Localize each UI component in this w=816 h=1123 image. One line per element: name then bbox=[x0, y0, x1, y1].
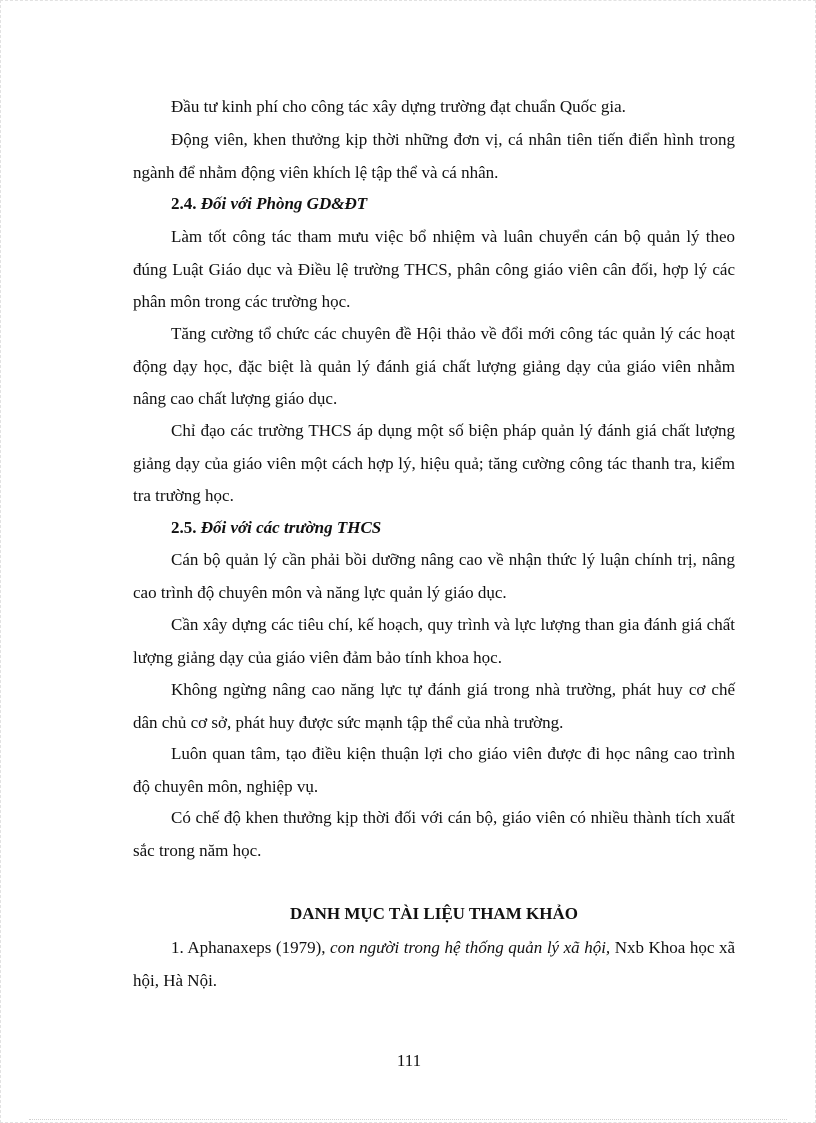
paragraph-direct-schools: Chỉ đạo các trường THCS áp dụng một số biện pháp quản lý đánh giá chất lượng giảng dạy của giáo viên một cách hợp lý, hiệu quả; tăng cường công tác thanh tra, kiểm tra trường học. bbox=[133, 421, 735, 505]
reference-1-lead: 1. Aphanaxeps (1979), bbox=[171, 938, 326, 957]
reference-1-tail: Nxb Khoa học xã hội, Hà Nội. bbox=[133, 938, 736, 990]
bottom-divider bbox=[29, 1119, 787, 1120]
paragraph-criteria: Cần xây dựng các tiêu chí, kế hoạch, quy trình và lực lượng than gia đánh giá chất lượng giảng dạy của giáo viên đảm bảo tính khoa học. bbox=[133, 615, 735, 667]
references-title: DANH MỤC TÀI LIỆU THAM KHẢO bbox=[290, 904, 578, 923]
heading-2-4-title: Đối với Phòng GD&ĐT bbox=[200, 194, 368, 213]
paragraph-reward-units: Động viên, khen thưởng kịp thời những đơn vị, cá nhân tiên tiến điển hình trong ngành để nhằm động viên khích lệ tập thể và cá nhân. bbox=[133, 130, 735, 182]
paragraph-teacher-support: Luôn quan tâm, tạo điều kiện thuận lợi cho giáo viên được đi học nâng cao trình độ chuyên môn, nghiệp vụ. bbox=[133, 744, 735, 796]
page-number: 111 bbox=[396, 1051, 422, 1070]
paragraph-seminars: Tăng cường tổ chức các chuyên đề Hội thảo về đổi mới công tác quản lý các hoạt động dạy học, đặc biệt là quản lý đánh giá chất lượng giảng dạy của giáo viên nhằm nâng cao chất lượng giáo dục. bbox=[133, 324, 735, 408]
heading-2-4 bbox=[171, 188, 367, 221]
paragraph-managers-training: Cán bộ quản lý cần phải bồi dưỡng nâng cao về nhận thức lý luận chính trị, nâng cao trình độ chuyên môn và năng lực quản lý giáo dục. bbox=[133, 550, 735, 602]
heading-2-5-number: 2.5. bbox=[171, 518, 197, 537]
heading-2-5 bbox=[171, 512, 381, 545]
paragraph-reward-policy: Có chế độ khen thưởng kịp thời đối với cán bộ, giáo viên có nhiều thành tích xuất sắc trong năm học. bbox=[133, 808, 735, 860]
paragraph-appointment: Làm tốt công tác tham mưu việc bổ nhiệm và luân chuyển cán bộ quản lý theo đúng Luật Giáo dục và Điều lệ trường THCS, phân công giáo viên cân đối, hợp lý các phân môn trong các trường học. bbox=[133, 227, 735, 311]
paragraph-funding: Đầu tư kinh phí cho công tác xây dựng trường đạt chuẩn Quốc gia. bbox=[171, 97, 626, 116]
heading-2-4-number: 2.4. bbox=[171, 194, 197, 213]
heading-2-5-title: Đối với các trường THCS bbox=[200, 518, 382, 537]
reference-1-title: con người trong hệ thống quản lý xã hội, bbox=[330, 938, 611, 957]
paragraph-self-assessment: Không ngừng nâng cao năng lực tự đánh giá trong nhà trường, phát huy cơ chế dân chủ cơ sở, phát huy được sức mạnh tập thể của nhà trường. bbox=[133, 680, 735, 732]
reference-item-1 bbox=[133, 932, 735, 997]
